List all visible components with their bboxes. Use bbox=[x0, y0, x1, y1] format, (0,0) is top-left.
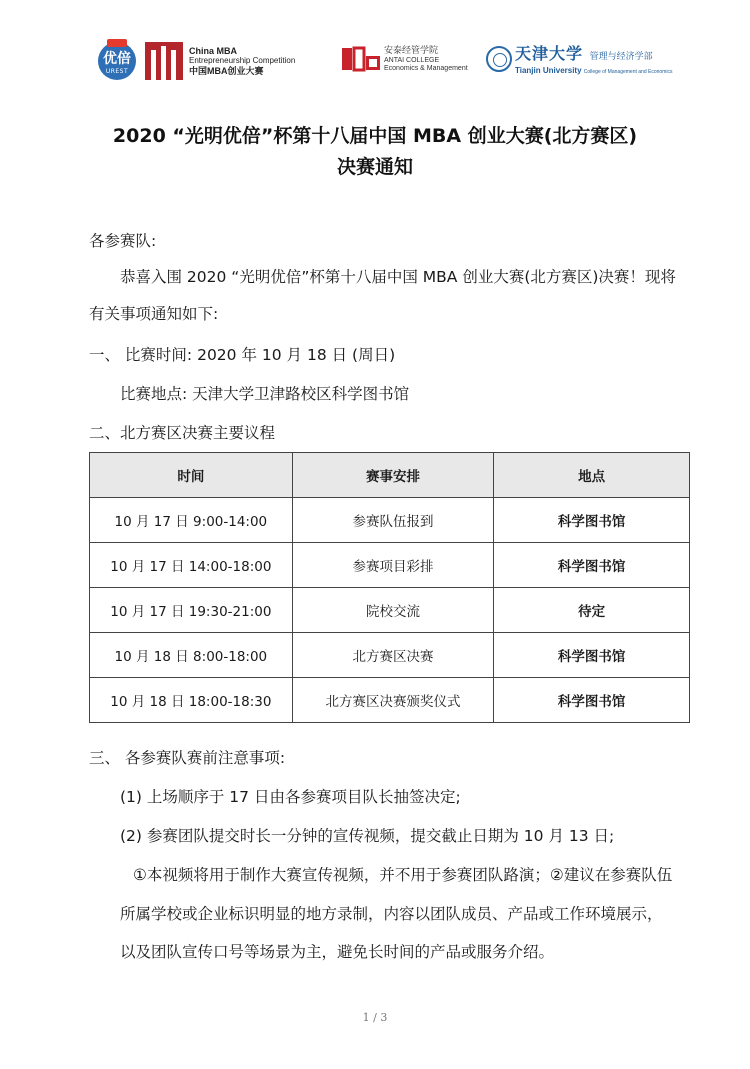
section3-note-2: 所属学校或企业标识明显的地方录制，内容以团队成员、产品或工作环境展示， bbox=[120, 905, 663, 923]
antai-logo-text bbox=[384, 46, 468, 73]
urest-badge bbox=[107, 39, 127, 47]
notice-title: 2020 “光明优倍”杯第十八届中国 MBA 创业大赛(北方赛区) bbox=[112, 125, 638, 147]
schedule-table bbox=[89, 452, 690, 723]
cell-event: 参赛项目彩排 bbox=[292, 543, 494, 588]
section3-note-1: ①本视频将用于制作大赛宣传视频，并不用于参赛团队路演；②建议在参赛队伍 bbox=[133, 866, 673, 884]
cell-time: 10 月 17 日 19:30-21:00 bbox=[90, 588, 293, 633]
cmba-logo-mark bbox=[145, 42, 183, 80]
cmba-line2: Entrepreneurship Competition bbox=[189, 56, 296, 65]
table-row bbox=[90, 633, 690, 678]
tju-seal-icon bbox=[486, 46, 512, 72]
tju-dept-en: College of Management and Economics bbox=[583, 69, 673, 75]
cell-location: 科学图书馆 bbox=[494, 498, 690, 543]
table-row bbox=[90, 543, 690, 588]
cmba-logo-text bbox=[189, 46, 295, 77]
section3-title: 三、 各参赛队赛前注意事项: bbox=[89, 749, 286, 767]
intro-line-1: 恭喜入围 2020 “光明优倍”杯第十八届中国 MBA 创业大赛(北方赛区)决赛！现将 bbox=[120, 268, 676, 286]
notice-subtitle: 决赛通知 bbox=[336, 156, 413, 178]
tju-logo-text bbox=[515, 45, 672, 77]
table-header-row bbox=[90, 453, 690, 498]
tju-dept: 管理与经济学部 bbox=[589, 52, 653, 62]
cell-time: 10 月 18 日 8:00-18:00 bbox=[90, 633, 293, 678]
urest-logo bbox=[98, 42, 136, 80]
antai-logo-mark bbox=[342, 46, 380, 72]
cell-event: 北方赛区决赛颁奖仪式 bbox=[292, 678, 494, 723]
cell-location: 待定 bbox=[494, 588, 690, 633]
cell-time: 10 月 17 日 9:00-14:00 bbox=[90, 498, 293, 543]
section2-title: 二、北方赛区决赛主要议程 bbox=[89, 424, 276, 442]
cmba-line3: 中国MBA创业大赛 bbox=[189, 66, 264, 76]
antai-line3: Economics & Management bbox=[384, 65, 468, 72]
antai-line1: 安泰经管学院 bbox=[384, 46, 439, 56]
header-location: 地点 bbox=[494, 453, 690, 498]
header-event: 赛事安排 bbox=[292, 453, 494, 498]
cell-event: 院校交流 bbox=[292, 588, 494, 633]
section1-place: 比赛地点: 天津大学卫津路校区科学图书馆 bbox=[120, 385, 410, 403]
table-row bbox=[90, 678, 690, 723]
salutation: 各参赛队: bbox=[89, 232, 157, 250]
cell-event: 北方赛区决赛 bbox=[292, 633, 494, 678]
cell-location: 科学图书馆 bbox=[494, 633, 690, 678]
section1-time: 一、 比赛时间: 2020 年 10 月 18 日 (周日) bbox=[89, 346, 396, 364]
cell-time: 10 月 17 日 14:00-18:00 bbox=[90, 543, 293, 588]
cell-location: 科学图书馆 bbox=[494, 678, 690, 723]
section3-item-1: (1) 上场顺序于 17 日由各参赛项目队长抽签决定; bbox=[120, 788, 461, 806]
section3-note-3: 以及团队宣传口号等场景为主，避免长时间的产品或服务介绍。 bbox=[120, 943, 555, 961]
cell-location: 科学图书馆 bbox=[494, 543, 690, 588]
cell-event: 参赛队伍报到 bbox=[292, 498, 494, 543]
section3-item-2: (2) 参赛团队提交时长一分钟的宣传视频，提交截止日期为 10 月 13 日; bbox=[120, 827, 615, 845]
intro-line-2: 有关事项通知如下: bbox=[89, 305, 219, 323]
tju-cn: 天津大学 bbox=[515, 44, 584, 63]
tju-en: Tianjin University bbox=[515, 66, 582, 75]
page-number: 1 / 3 bbox=[362, 1011, 388, 1024]
table-row bbox=[90, 498, 690, 543]
table-row bbox=[90, 588, 690, 633]
cell-time: 10 月 18 日 18:00-18:30 bbox=[90, 678, 293, 723]
urest-logo-en: UREST bbox=[105, 68, 129, 75]
header-time: 时间 bbox=[90, 453, 293, 498]
antai-line2: ANTAI COLLEGE bbox=[384, 57, 440, 64]
urest-logo-cn: 优倍 bbox=[103, 51, 131, 67]
cmba-line1: China MBA bbox=[189, 46, 237, 56]
